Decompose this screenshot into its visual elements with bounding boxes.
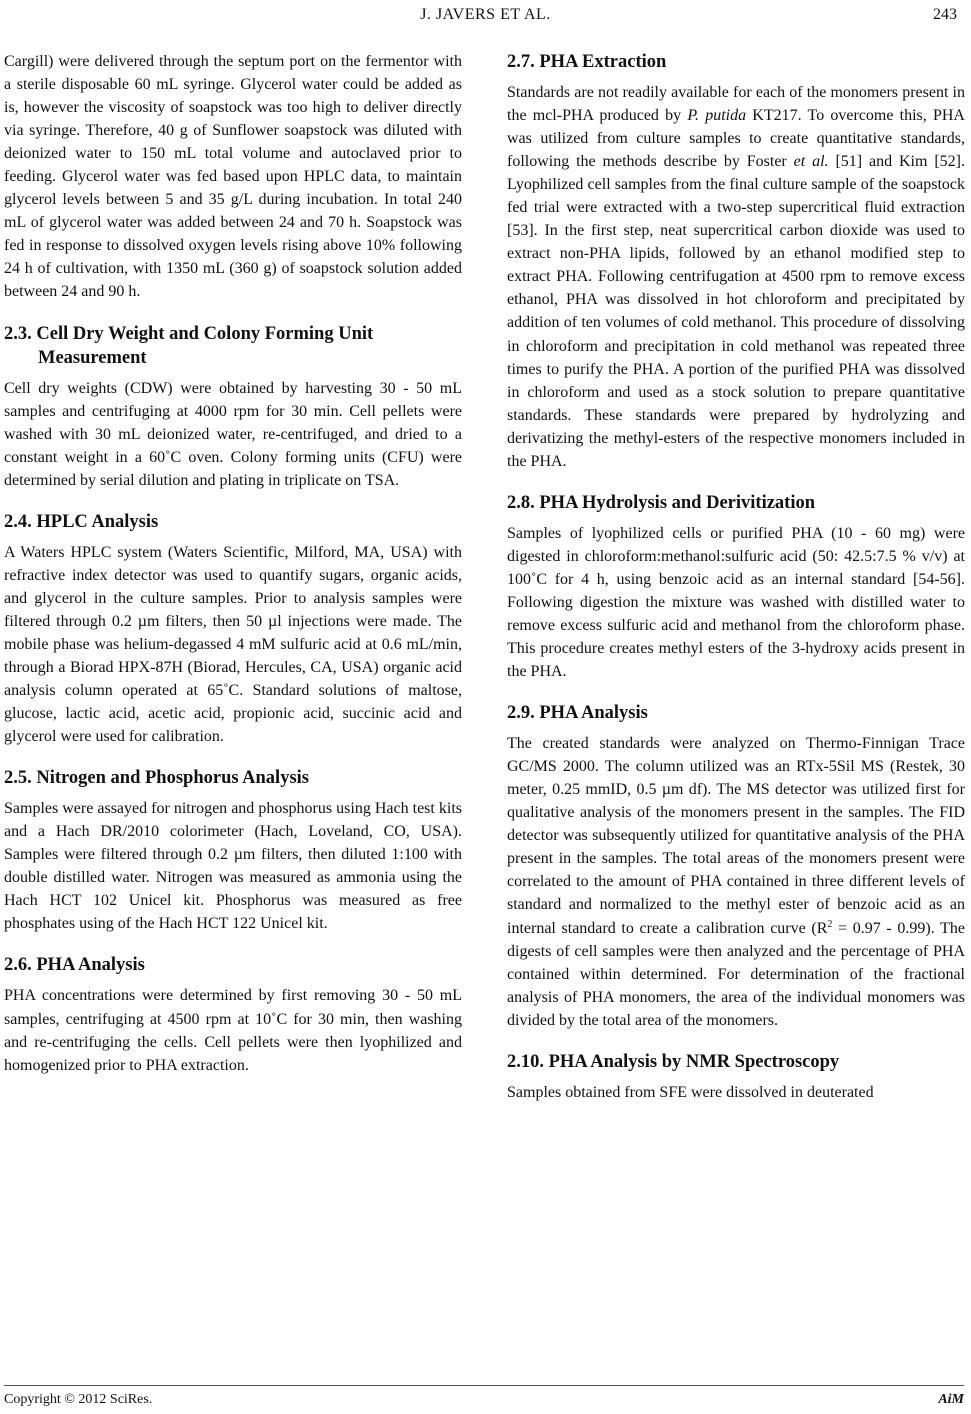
heading-2-8: 2.8. PHA Hydrolysis and Derivitization <box>507 492 816 513</box>
page-header <box>0 6 971 30</box>
copyright-notice: Copyright © 2012 SciRes. <box>4 1392 153 1407</box>
paragraph-intro: Cargill) were delivered through the septum port on the fermentor with a sterile disposable 60 mL syringe. Glycerol water could be added as is, however the viscosity of soapstock was too high to deliver directly via syringe. Therefore, 40 g of Sunflower soapstock was diluted with deionized water to 150 mL total volume and autoclaved prior to feeding. Glycerol water was fed based upon HPLC data, to maintain glycerol levels between 5 and 35 g/L during incubation. In total 240 mL of glycerol water was added between 24 and 70 h. Soapstock was fed in response to dissolved oxygen levels rising above 10% following 24 h of cultivation, with 1350 mL (360 g) of soapstock solution added between 24 and 90 h. <box>4 53 462 301</box>
heading-2-7: 2.7. PHA Extraction <box>507 52 667 72</box>
heading-2-6: 2.6. PHA Analysis <box>4 955 145 976</box>
paragraph-2-3: Cell dry weights (CDW) were obtained by harvesting 30 - 50 mL samples and centrifuging at 4000 rpm for 30 min. Cell pellets were washed with 30 mL deionized water, re-centrifuged, and dried to a constant weight in a 60˚C oven. Colony forming units (CFU) were determined by serial dilution and plating in triplicate on TSA. <box>4 379 462 489</box>
paragraph-2-7-part-a: Standards are not readily available for each of the monomers present in the mcl-PHA produced by <box>507 84 965 125</box>
paragraph-2-7 <box>507 81 965 473</box>
paragraph-2-7-part-b: KT217. To overcome this, PHA was utilized from culture samples to create quantitative standards, following the methods describe by Foster <box>507 107 965 171</box>
paragraph-2-7-part-c: [51] and Kim [52]. Lyophilized cell samples from the final culture sample of the soapstock fed trial were extracted with a two-step supercritical fluid extraction [53]. In the first step, neat supercritical carbon dioxide was used to extract non-PHA lipids, followed by an ethanol modified step to extract PHA. Following centrifugation at 4500 rpm to remove excess ethanol, PHA was dissolved in hot chloroform and precipitated by addition of ten volumes of cold methanol. This procedure of dissolving in chloroform and precipitation in cold methanol was repeated three times to purify the PHA. A portion of the purified PHA was dissolved in chloroform and used as a stock solution to prepare quantitative standards. These standards were prepared by hydrolyzing and derivatizing the methyl-esters of the respective monomers included in the PHA. <box>507 153 966 470</box>
heading-2-3: 2.3. Cell Dry Weight and Colony Forming Unit Measurement <box>4 323 374 368</box>
heading-2-4: 2.4. HPLC Analysis <box>4 511 159 532</box>
species-name: P. putida <box>687 107 747 125</box>
heading-2-10: 2.10. PHA Analysis by NMR Spectroscopy <box>507 1051 840 1072</box>
paragraph-2-6: PHA concentrations were determined by first removing 30 - 50 mL samples, centrifuging at 4500 rpm at 10˚C for 30 min, then washing and re-centrifuging the cells. Cell pellets were then lyophilized and homogenized prior to PHA extraction. <box>4 987 462 1074</box>
paragraph-2-8: Samples of lyophilized cells or purified PHA (10 - 60 mg) were digested in chloroform:methanol:sulfuric acid (50: 42.5:7.5 % v/v) at 100˚C for 4 h, using benzoic acid as an internal standard [54-56]. Following digestion the mixture was washed with distilled water to remove excess sulfuric acid and methanol from the chloroform phase. This procedure creates methyl esters of the 3-hydroxy acids present in the PHA. <box>507 524 965 681</box>
running-head: J. JAVERS ET AL. <box>420 6 551 23</box>
paragraph-2-5: Samples were assayed for nitrogen and phosphorus using Hach test kits and a Hach DR/2010 colorimeter (Hach, Loveland, CO, USA). Samples were filtered through 0.2 µm filters, then diluted 1:100 with double distilled water. Nitrogen was measured as ammonia using the Hach HCT 102 Unicel kit. Phosphorus was measured as free phosphates using of the Hach HCT 122 Unicel kit. <box>4 800 462 933</box>
heading-2-5: 2.5. Nitrogen and Phosphorus Analysis <box>4 768 309 789</box>
superscript-2: 2 <box>827 918 833 930</box>
paragraph-2-9-part-a: The created standards were analyzed on Thermo-Finnigan Trace GC/MS 2000. The column utilized was an RTx-5Sil MS (Restek, 30 meter, 0.25 mmID, 0.5 µm df). The MS detector was utilized first for qualitative analysis of the monomers present in the samples. The FID detector was subsequently utilized for quantitative analysis of the PHA present in the samples. The total areas of the monomers present were correlated to the amount of PHA contained in three different levels of standard and normalized to the methyl ester of benzoic acid as an internal standard to create a calibration curve (R <box>507 735 965 937</box>
footer-rule <box>4 1385 964 1386</box>
page-number: 243 <box>933 6 957 23</box>
journal-name: AiM <box>938 1392 964 1407</box>
left-column <box>4 50 462 1077</box>
heading-2-9: 2.9. PHA Analysis <box>507 703 648 724</box>
paragraph-2-4: A Waters HPLC system (Waters Scientific, Milford, MA, USA) with refractive index detector was used to quantify sugars, organic acids, and glycerol in the culture samples. Prior to analysis samples were filtered through 0.2 µm filters, then 50 µl injections were made. The mobile phase was helium-degassed 4 mM sulfuric acid at 0.6 mL/min, through a Biorad HPX-87H (Biorad, Hercules, CA, USA) organic acid analysis column operated at 65˚C. Standard solutions of maltose, glucose, lactic acid, acetic acid, propionic acid, succinic acid and glycerol were used for calibration. <box>4 543 462 746</box>
right-column <box>507 50 965 1104</box>
paragraph-2-9 <box>507 732 965 1032</box>
paragraph-2-9-part-b: = 0.97 - 0.99). The digests of cell samples were then analyzed and the percentage of PHA contained within determined. For determination of the fractional analysis of PHA monomers, the area of the individual monomers was divided by the total area of the monomers. <box>507 919 965 1029</box>
et-al: et al. <box>793 153 829 171</box>
paragraph-2-10: Samples obtained from SFE were dissolved in deuterated <box>507 1083 874 1101</box>
